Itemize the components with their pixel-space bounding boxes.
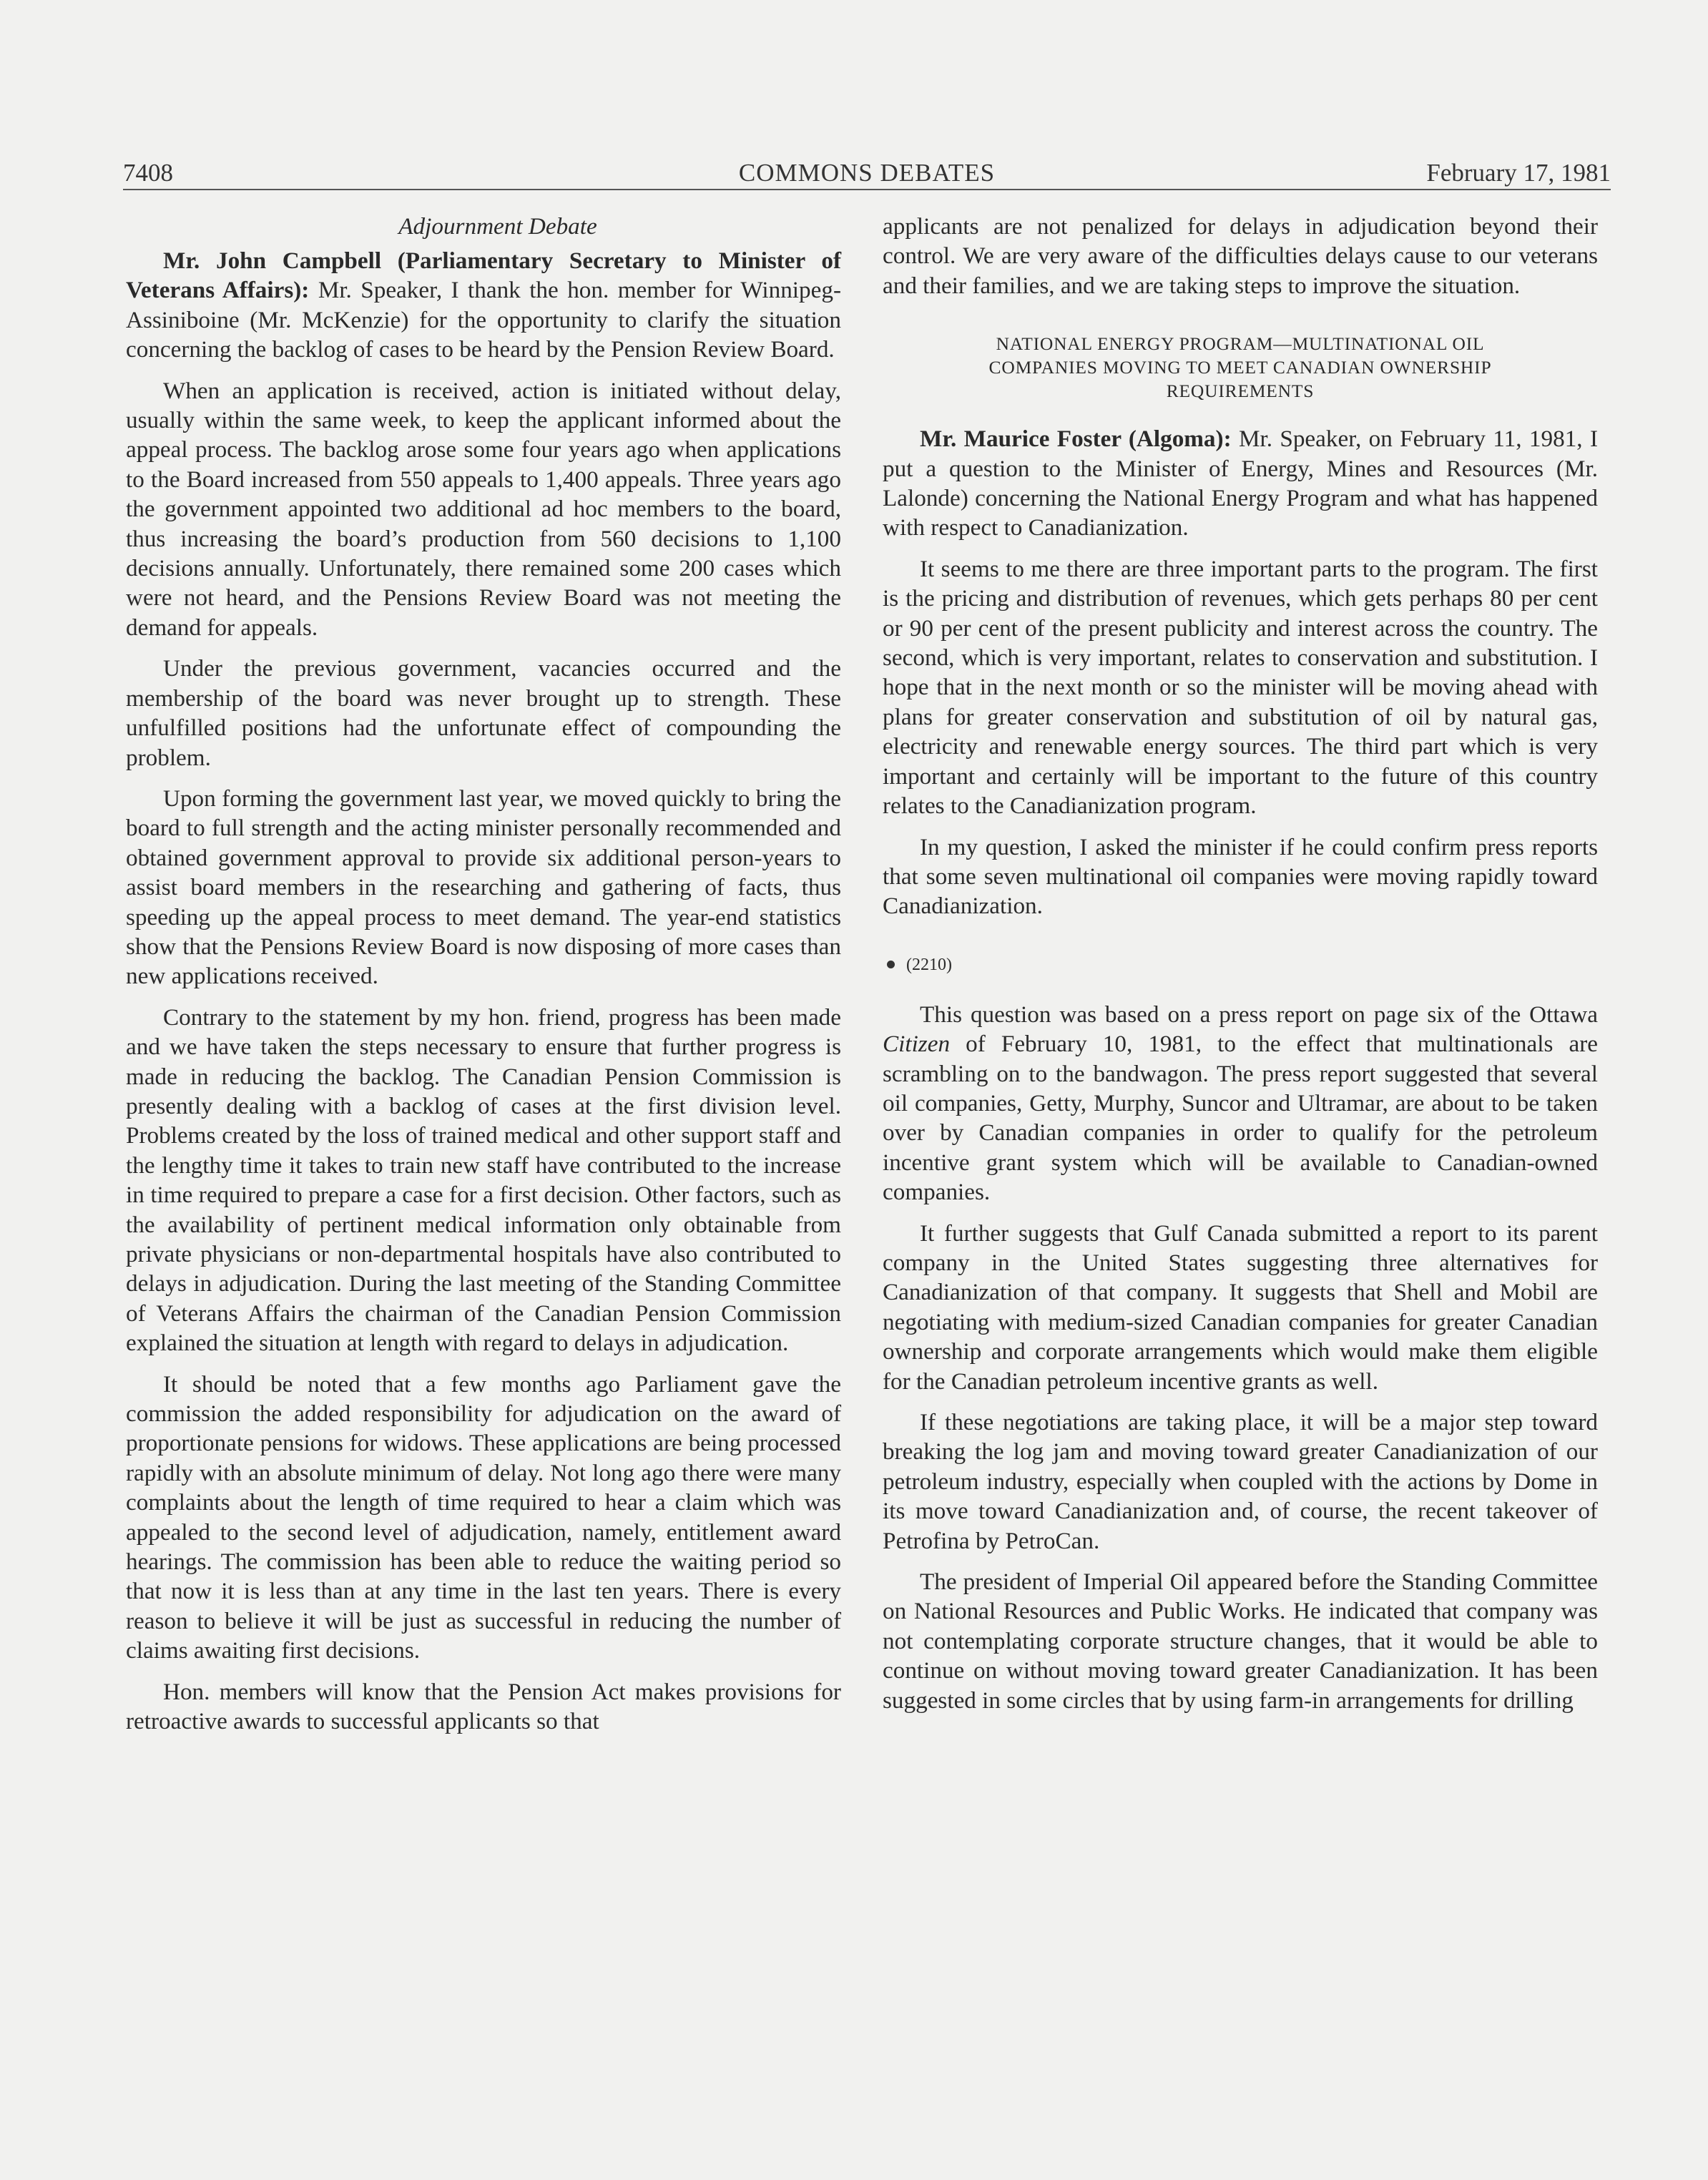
right-column <box>883 212 1598 1727</box>
time-code: (2210) <box>906 955 952 974</box>
section-heading-line: NATIONAL ENERGY PROGRAM—MULTINATIONAL OIL <box>996 333 1485 355</box>
paragraph: Under the previous government, vacancies occurred and the membership of the board was never brought up to strength. These unfulfilled positions had the unfortunate effect of compounding the problem. <box>126 655 841 771</box>
bullet-icon <box>887 961 895 968</box>
journal-title: COMMONS DEBATES <box>738 159 996 187</box>
left-column <box>126 212 841 1748</box>
paragraph: Contrary to the statement by my hon. friend, progress has been made and we have taken the steps necessary to ensure that further progress is made in reducing the backlog. The Canadian Pension Commission is presently dealing with a backlog of cases at the first division level. Problems created by the loss of trained medical and other support staff and the lengthy time it takes to train new staff have contributed to the increase in time required to prepare a case for a first decision. Other factors, such as the availability of pertinent medical information only obtainable from private physicians or non-departmental hospitals have also contributed to delays in adjudication. During the last meeting of the Standing Committee of Veterans Affairs the chairman of the Canadian Pension Commission explained the situation at length with regard to delays in adjudication. <box>126 1003 841 1357</box>
paragraph: Hon. members will know that the Pension Act makes provisions for retroactive awards to successful applicants so that <box>126 1678 841 1735</box>
speaker-name: Mr. Maurice Foster (Algoma): <box>920 426 1232 453</box>
paragraph: In my question, I asked the minister if he could confirm press reports that some seven multinational oil companies were moving rapidly toward Canadianization. <box>883 833 1598 920</box>
section-heading-line: REQUIREMENTS <box>1166 380 1315 402</box>
section-heading-line: COMPANIES MOVING TO MEET CANADIAN OWNERSHIP <box>988 357 1492 378</box>
speech-text: Mr. Speaker, I thank the hon. member for Winnipeg-Assiniboine (Mr. McKenzie) for the opportunity to clarify the situation concerning the backlog of cases to be heard by the Pension Review Board. <box>126 277 841 363</box>
paragraph: When an application is received, action is initiated without delay, usually within the same week, to keep the applicant informed about the appeal process. The backlog arose some four years ago when applications to the Board increased from 550 appeals to 1,400 appeals. Three years ago the government appointed two additional ad hoc members to the board, thus increasing the board’s production from 560 decisions to 1,100 decisions annually. Unfortunately, there remained some 200 cases which were not heard, and the Pensions Review Board was not meeting the demand for appeals. <box>126 377 841 641</box>
paragraph: Upon forming the government last year, we moved quickly to bring the board to full strength and the acting minister personally recommended and obtained government approval to provide six additional person-years to assist board members in the researching and gathering of facts, thus speeding up the appeal process to meet demand. The year-end statistics show that the Pensions Review Board is now disposing of more cases than new applications received. <box>126 785 841 990</box>
page-number: 7408 <box>123 159 173 187</box>
time-marker <box>883 950 1598 980</box>
speech-text: Mr. Speaker, on February 11, 1981, I put a question to the Minister of Energy, Mines and Resources (Mr. Lalonde) concerning the National Energy Program and what has happened with respect to Canadianization. <box>883 426 1598 541</box>
paragraph: If these negotiations are taking place, it will be a major step toward breaking the log jam and moving toward greater Canadianization of our petroleum industry, especially when coupled with the actions by Dome in its move toward Canadianization and, of course, the recent takeover of Petrofina by PetroCan. <box>883 1409 1598 1554</box>
paragraph <box>883 1000 1598 1207</box>
running-title: Adjournment Debate <box>398 213 597 240</box>
issue-date: February 17, 1981 <box>1426 159 1611 187</box>
speech-foster-intro <box>883 424 1598 543</box>
paragraph-continuation: applicants are not penalized for delays in adjudication beyond their control. We are very aware of the difficulties delays cause to our veterans and their families, and we are taking steps to improve the situation. <box>883 213 1598 299</box>
paragraph: The president of Imperial Oil appeared before the Standing Committee on National Resources and Public Works. He indicated that company was not contemplating corporate structure changes, that it would be able to continue on without moving toward greater Canadianization. It has been suggested in some circles that by using farm-in arrangements for drilling <box>883 1568 1598 1714</box>
paragraph: It should be noted that a few months ago Parliament gave the commission the added responsibility for adjudication on the award of proportionate pensions for widows. These applications are being processed rapidly with an absolute minimum of delay. Not long ago there were many complaints about the length of time required to hear a claim which was appealed to the second level of adjudication, namely, entitlement award hearings. The commission has been able to reduce the waiting period so that now it is less than at any time in the last ten years. There is every reason to believe it will be just as successful in reducing the number of claims awaiting first decisions. <box>126 1370 841 1664</box>
text-run: of February 10, 1981, to the effect that multinationals are scrambling on to the bandwagon. The press report suggested that several oil companies, Getty, Murphy, Suncor and Ultramar, are about to be taken over by Canadian companies in order to qualify for the petroleum incentive grant system which will be available to Canadian-owned companies. <box>883 1031 1598 1206</box>
section-heading <box>883 332 1598 403</box>
paragraph: It further suggests that Gulf Canada submitted a report to its parent company in the United States suggesting three alternatives for Canadianization of that company. It suggests that Shell and Mobil are negotiating with medium-sized Canadian companies for greater Canadian ownership and corporate arrangements which would make them eligible for the Canadian petroleum incentive grants as well. <box>883 1219 1598 1395</box>
text-run: This question was based on a press report on page six of the Ottawa <box>920 1001 1598 1028</box>
page-header <box>123 156 1611 190</box>
speaker-name: Mr. John Campbell (Parliamentary Secretary to Minister of Veterans Affairs): <box>126 247 841 304</box>
paragraph: It seems to me there are three important parts to the program. The first is the pricing and distribution of revenues, which gets perhaps 80 per cent or 90 per cent of the present publicity and interest across the country. The second, which is very important, relates to conservation and substitution. I hope that in the next month or so the minister will be moving ahead with plans for greater conservation and substitution of oil by natural gas, electricity and renewable energy sources. The third part which is very important and certainly will be important to the future of this country relates to the Canadianization program. <box>883 555 1598 820</box>
newspaper-name: Citizen <box>883 1031 951 1058</box>
header-rule <box>123 189 1611 190</box>
speech-campbell-intro <box>126 246 841 365</box>
